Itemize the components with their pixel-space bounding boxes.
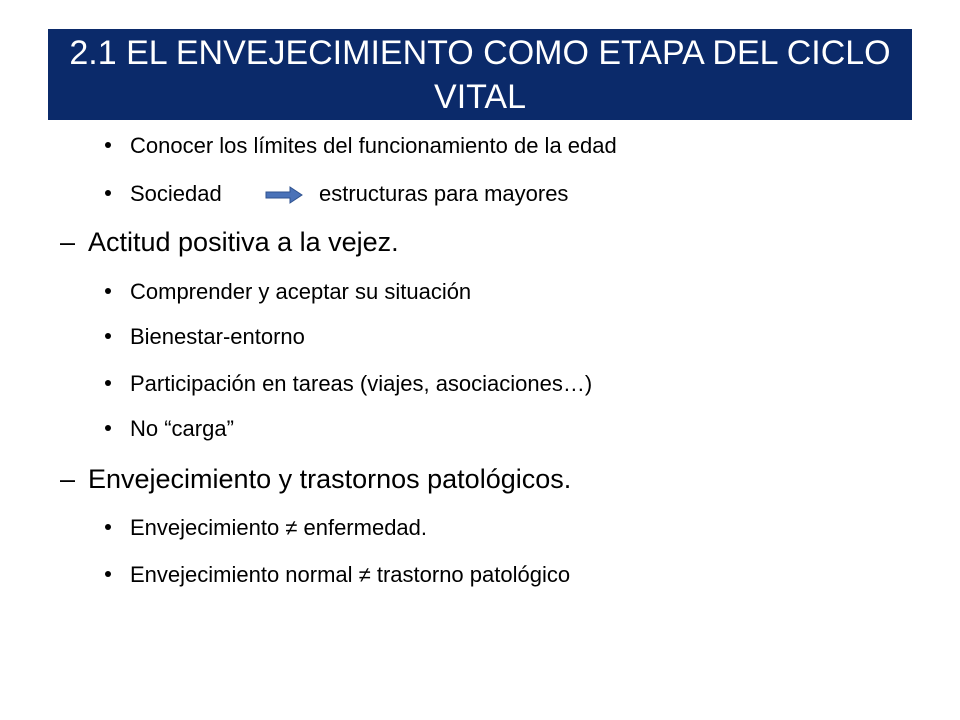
list-item-text: Bienestar-entorno: [130, 324, 305, 349]
bullet-icon: [105, 142, 111, 148]
right-arrow-icon: [264, 185, 304, 205]
slide-title-bar: [48, 29, 912, 120]
bullet-icon: [105, 190, 111, 196]
list-item-text: Actitud positiva a la vejez.: [88, 227, 399, 257]
list-item-text: Comprender y aceptar su situación: [130, 279, 472, 304]
bullet-icon: [105, 425, 111, 431]
list-item-text: Envejecimiento normal ≠ trastorno patológico: [130, 562, 571, 587]
list-item-text: Conocer los límites del funcionamiento de la edad: [130, 133, 617, 158]
bullet-icon: [105, 524, 111, 530]
list-item-text: Participación en tareas (viajes, asociaciones…): [130, 371, 593, 396]
bullet-icon: [105, 380, 111, 386]
bullet-icon: [105, 333, 111, 339]
bullet-icon: [105, 571, 111, 577]
dash-bullet: –: [60, 464, 76, 494]
list-item-text-before: Sociedad: [130, 181, 222, 206]
bullet-icon: [105, 288, 111, 294]
list-item-text: No “carga”: [130, 416, 234, 441]
list-item-text: Envejecimiento y trastornos patológicos.: [88, 464, 572, 494]
list-item-text: Envejecimiento ≠ enfermedad.: [130, 515, 428, 540]
dash-bullet: –: [60, 227, 76, 257]
slide-title: 2.1 EL ENVEJECIMIENTO COMO ETAPA DEL CICLO VITAL: [69, 33, 891, 116]
list-item-text-after: estructuras para mayores: [319, 181, 569, 206]
